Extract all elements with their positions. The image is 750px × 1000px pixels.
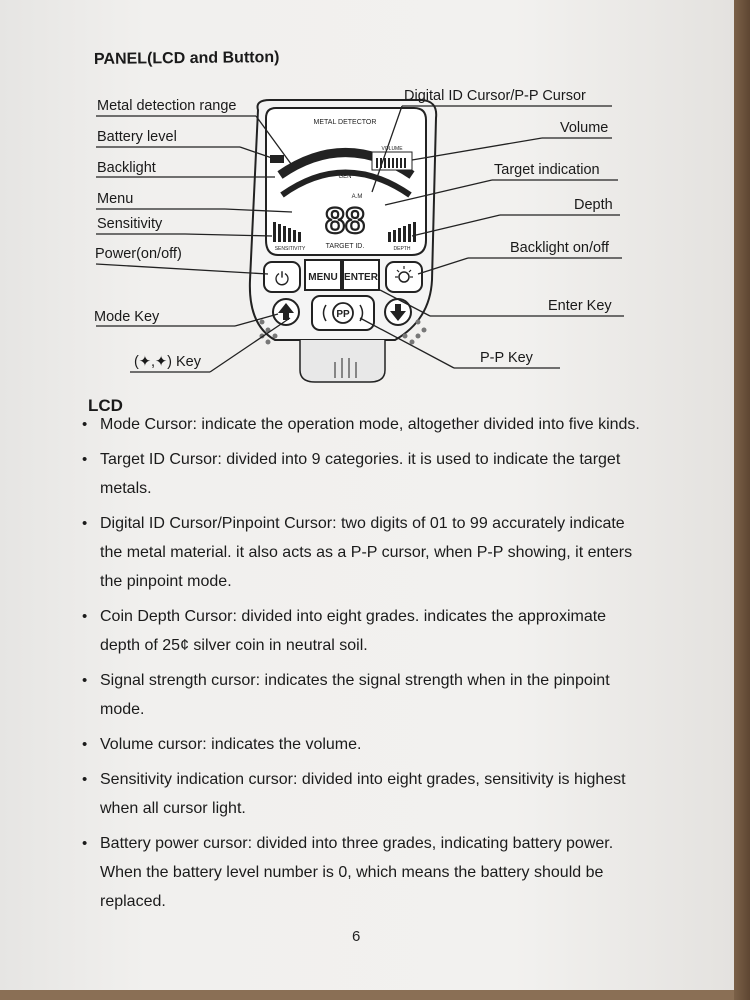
lcd-gen: GEN [338, 174, 352, 180]
enter-button[interactable] [343, 260, 379, 290]
label-battery-level: Battery level [97, 129, 177, 145]
label-digital-id-cursor: Digital ID Cursor/P-P Cursor [404, 88, 586, 104]
list-item: • Volume cursor: indicates the volume. [82, 730, 642, 759]
lcd-brand: METAL DETECTOR [313, 119, 377, 126]
power-button[interactable] [264, 262, 300, 292]
label-mode-key: Mode Key [94, 309, 160, 325]
page-number: 6 [352, 928, 361, 945]
lcd-digits: 88 [324, 200, 366, 241]
lcd-volume: VOLUME [381, 146, 403, 152]
list-item: • Coin Depth Cursor: divided into eight grades. indicates the approximate depth of 25¢ silver coin in neutral soil. [82, 602, 642, 660]
down-arrow-button[interactable] [385, 299, 411, 325]
backlight-button[interactable] [386, 262, 422, 292]
list-item: • Target ID Cursor: divided into 9 categories. it is used to indicate the target metals. [82, 445, 642, 503]
label-target-indication: Target indication [494, 162, 600, 178]
page-edge-shadow [734, 0, 750, 1000]
list-item: • Signal strength cursor: indicates the signal strength when in the pinpoint mode. [82, 666, 642, 724]
menu-button[interactable] [305, 260, 341, 290]
lcd-sensitivity: SENSITIVITY [274, 246, 306, 252]
label-enter-key: Enter Key [548, 298, 612, 314]
label-backlight-onoff: Backlight on/off [510, 240, 609, 256]
pp-button[interactable] [312, 296, 374, 330]
lcd-depth: DEPTH [393, 246, 411, 252]
label-depth: Depth [574, 197, 613, 213]
list-item: • Digital ID Cursor/Pinpoint Cursor: two digits of 01 to 99 accurately indicate the metal material. it also acts as a P-P cursor, when P-P showing, it enters the pinpoint mode. [82, 509, 642, 596]
list-item: • Battery power cursor: divided into three grades, indicating battery power. When the battery level number is 0, which means the battery should be replaced. [82, 829, 642, 916]
svg-text:ENTER: ENTER [344, 272, 378, 283]
panel-title: PANEL(LCD and Button) [93, 49, 280, 68]
label-pp-key: P-P Key [480, 350, 533, 366]
label-power: Power(on/off) [95, 246, 182, 262]
label-backlight: Backlight [97, 160, 156, 176]
lcd-description-list [82, 410, 642, 916]
label-sensitivity: Sensitivity [97, 216, 163, 232]
label-metal-detection-range: Metal detection range [97, 98, 237, 114]
svg-text:MENU: MENU [308, 272, 338, 283]
lcd-am: A.M [351, 194, 363, 200]
svg-text:PP: PP [336, 309, 350, 320]
label-plus-minus-key: (✦,✦) Key [134, 354, 201, 370]
label-volume: Volume [560, 120, 609, 136]
list-item: • Sensitivity indication cursor: divided into eight grades, sensitivity is highest when all cursor light. [82, 765, 642, 823]
power-icon: ⏻ [274, 269, 290, 290]
list-item: • Mode Cursor: indicate the operation mode, altogether divided into five kinds. [82, 410, 642, 439]
lcd-target-id: TARGET ID. [325, 243, 365, 250]
lcd-heading: LCD [88, 396, 123, 415]
label-menu: Menu [97, 191, 134, 207]
